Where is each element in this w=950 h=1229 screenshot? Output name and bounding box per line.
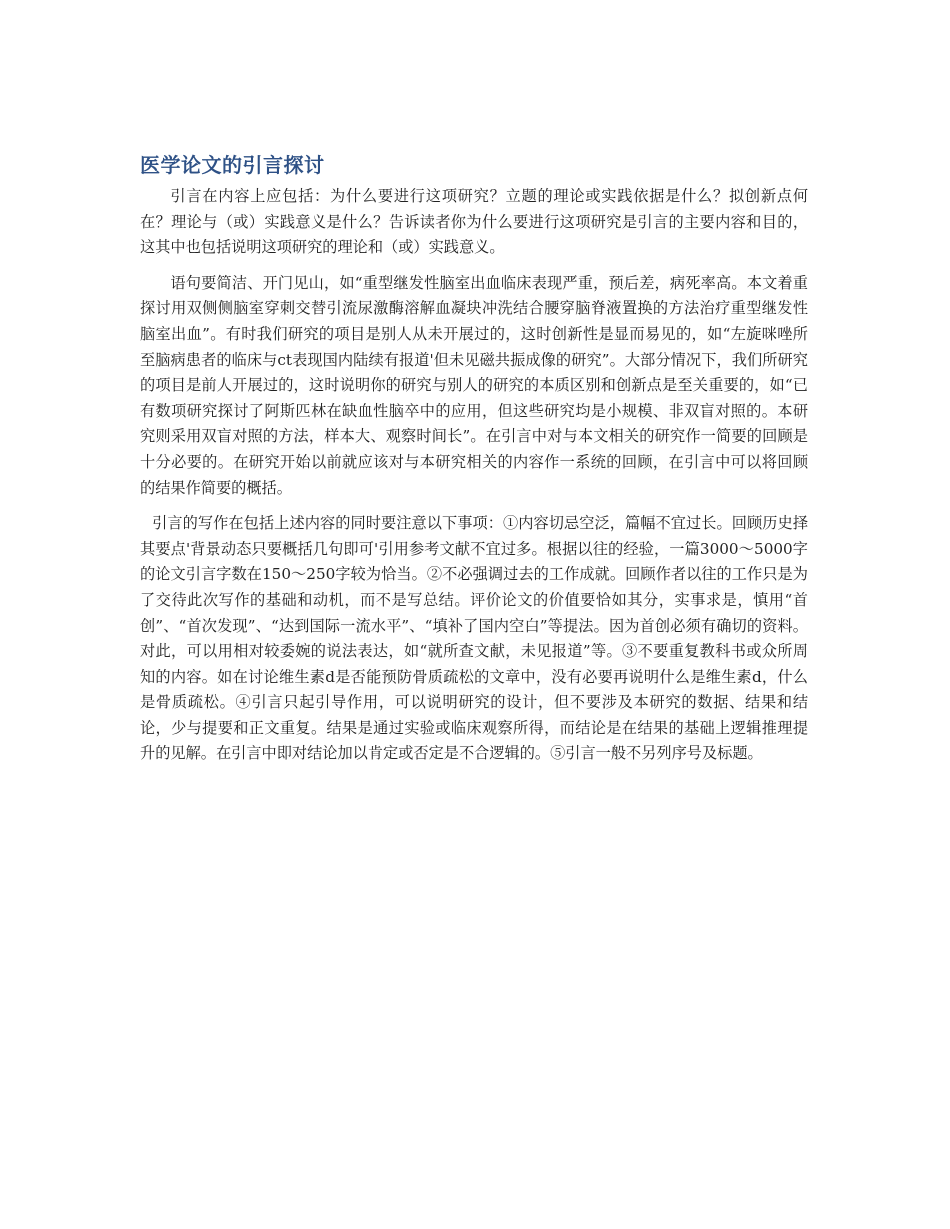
paragraph-language-examples: 语句要简洁、开门见山，如“重型继发性脑室出血临床表现严重，预后差，病死率高。本文着重探讨用双侧侧脑室穿刺交替引流尿激酶溶解血凝块冲洗结合腰穿脑脊液置换的方法治疗重型继发性脑室出血”。有时我们研究的项目是别人从未开展过的，这时创新性是显而易见的，如“左旋咪唑所至脑病患者的临床与ct表现国内陆续有报道'但未见磁共振成像的研究”。大部分情况下，我们所研究的项目是前人开展过的，这时说明你的研究与别人的研究的本质区别和创新点是至关重要的，如“已有数项研究探讨了阿斯匹林在缺血性脑卒中的应用，但这些研究均是小规模、非双盲对照的。本研究则采用双盲对照的方法，样本大、观察时间长”。在引言中对与本文相关的研究作一简要的回顾是十分必要的。在研究开始以前就应该对与本研究相关的内容作一系统的回顾，在引言中可以将回顾的结果作简要的概括。 [140,273,808,497]
paragraph-writing-notes: 引言的写作在包括上述内容的同时要注意以下事项：①内容切忌空泛，篇幅不宜过长。回顾历史择其要点'背景动态只要概括几句即可'引用参考文献不宜过多。根据以往的经验，一篇3000～5000字的论文引言字数在150～250字较为恰当。②不必强调过去的工作成就。回顾作者以往的工作只是为了交待此次写作的基础和动机，而不是写总结。评价论文的价值要恰如其分，实事求是，慎用“首创”、“首次发现”、“达到国际一流水平”、“填补了国内空白”等提法。因为首创必须有确切的资料。对此，可以用相对较委婉的说法表达，如“就所查文献，未见报道”等。③不要重复教科书或众所周知的内容。如在讨论维生素d是否能预防骨质疏松的文章中，没有必要再说明什么是维生素d，什么是骨质疏松。④引言只起引导作用，可以说明研究的设计，但不要涉及本研究的数据、结果和结论，少与提要和正文重复。结果是通过实验或临床观察所得，而结论是在结果的基础上逻辑推理提升的见解。在引言中即对结论加以肯定或否定是不合逻辑的。⑤引言一般不另列序号及标题。 [140,514,808,763]
document-body [140,150,808,777]
paragraph-introduction-content: 引言在内容上应包括：为什么要进行这项研究？立题的理论或实践依据是什么？拟创新点何在？理论与（或）实践意义是什么？告诉读者你为什么要进行这项研究是引言的主要内容和目的，这其中也包括说明这项研究的理论和（或）实践意义。 [140,187,808,257]
document-title: 医学论文的引言探讨 [140,153,325,177]
